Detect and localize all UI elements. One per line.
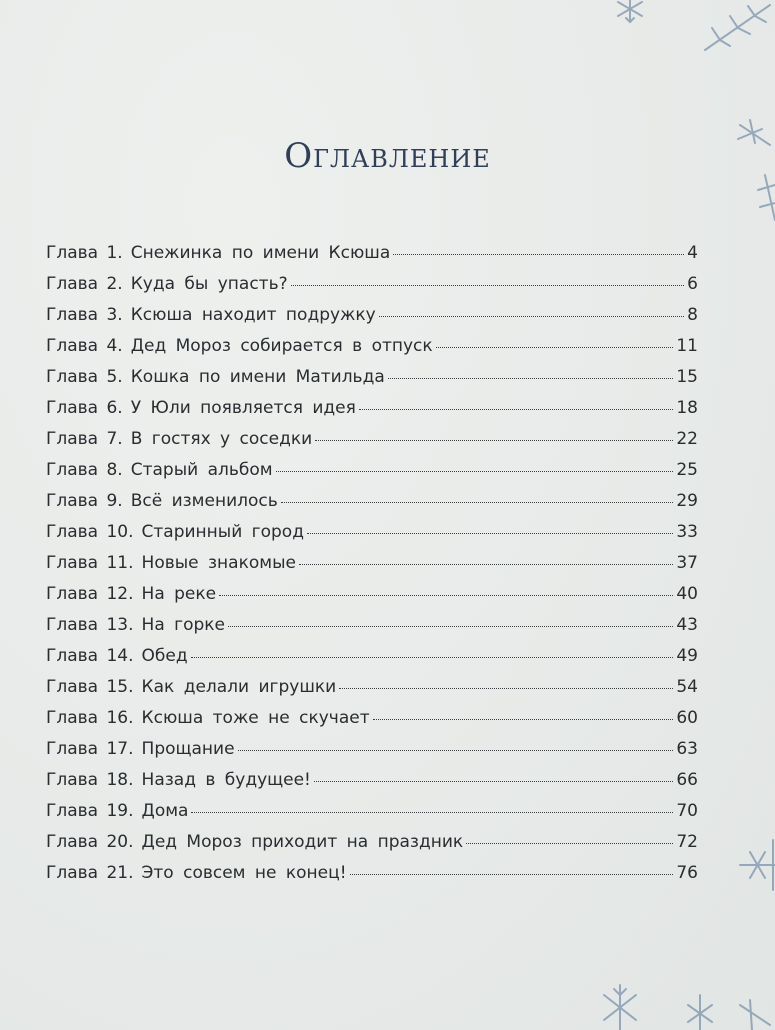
chapter-number: Глава 3. (46, 305, 123, 325)
table-of-contents (46, 243, 698, 894)
toc-entry (46, 491, 698, 522)
toc-entry (46, 305, 698, 336)
chapter-title: Старый альбом (130, 460, 273, 480)
chapter-number: Глава 16. (46, 708, 134, 728)
toc-entry (46, 336, 698, 367)
dot-leader (388, 378, 674, 379)
dot-leader (228, 626, 673, 627)
chapter-number: Глава 10. (46, 522, 134, 542)
chapter-title: Новые знакомые (141, 553, 296, 573)
toc-entry (46, 739, 698, 770)
dot-leader (350, 874, 674, 875)
toc-entry (46, 863, 698, 894)
toc-entry (46, 832, 698, 863)
chapter-title: В гостях у соседки (130, 429, 313, 449)
chapter-number: Глава 4. (46, 336, 123, 356)
chapter-title: Дома (141, 801, 189, 821)
page-number: 25 (676, 460, 698, 480)
snowflake-icon (600, 0, 660, 30)
dot-leader (339, 688, 673, 689)
dot-leader (314, 781, 673, 782)
toc-entry (46, 584, 698, 615)
chapter-number: Глава 20. (46, 832, 134, 852)
dot-leader (281, 502, 674, 503)
chapter-title: Куда бы упасть? (130, 274, 288, 294)
toc-entry (46, 460, 698, 491)
chapter-number: Глава 6. (46, 398, 123, 418)
page-number: 15 (676, 367, 698, 387)
dot-leader (436, 347, 674, 348)
page-number: 22 (676, 429, 698, 449)
toc-entry (46, 522, 698, 553)
chapter-title: Кошка по имени Матильда (130, 367, 385, 387)
chapter-title: Обед (141, 646, 188, 666)
page-number: 11 (676, 336, 698, 356)
toc-entry (46, 615, 698, 646)
dot-leader (359, 409, 674, 410)
page-number: 8 (687, 305, 698, 325)
chapter-title: Ксюша тоже не скучает (141, 708, 370, 728)
snowflake-icon (735, 830, 775, 900)
chapter-number: Глава 13. (46, 615, 134, 635)
page-number: 66 (676, 770, 698, 790)
dot-leader (191, 657, 674, 658)
chapter-number: Глава 5. (46, 367, 123, 387)
chapter-number: Глава 1. (46, 243, 123, 263)
snowflake-icon (700, 0, 775, 60)
chapter-number: Глава 14. (46, 646, 134, 666)
chapter-title: Назад в будущее! (141, 770, 311, 790)
chapter-number: Глава 17. (46, 739, 134, 759)
toc-entry (46, 770, 698, 801)
chapter-number: Глава 7. (46, 429, 123, 449)
dot-leader (238, 750, 674, 751)
page-title: Оглавление (284, 136, 491, 176)
chapter-title: Старинный город (141, 522, 304, 542)
page-number: 4 (687, 243, 698, 263)
snowflake-icon (680, 990, 775, 1030)
toc-entry (46, 367, 698, 398)
dot-leader (276, 471, 674, 472)
page-number: 29 (676, 491, 698, 511)
chapter-number: Глава 18. (46, 770, 134, 790)
chapter-title: Ксюша находит подружку (130, 305, 376, 325)
chapter-title: Всё изменилось (130, 491, 278, 511)
dot-leader (219, 595, 673, 596)
chapter-number: Глава 15. (46, 677, 134, 697)
dot-leader (466, 843, 673, 844)
toc-entry (46, 243, 698, 274)
page-number: 60 (676, 708, 698, 728)
chapter-number: Глава 11. (46, 553, 134, 573)
chapter-number: Глава 21. (46, 863, 134, 883)
chapter-title: Прощание (141, 739, 235, 759)
dot-leader (307, 533, 673, 534)
chapter-title: Дед Мороз приходит на праздник (141, 832, 464, 852)
dot-leader (315, 440, 673, 441)
toc-entry (46, 801, 698, 832)
chapter-number: Глава 2. (46, 274, 123, 294)
chapter-title: Как делали игрушки (141, 677, 337, 697)
chapter-title: Снежинка по имени Ксюша (130, 243, 391, 263)
toc-entry (46, 429, 698, 460)
page-number: 33 (676, 522, 698, 542)
chapter-title: Это совсем не конец! (141, 863, 347, 883)
chapter-title: Дед Мороз собирается в отпуск (130, 336, 433, 356)
chapter-number: Глава 12. (46, 584, 134, 604)
chapter-number: Глава 19. (46, 801, 134, 821)
toc-entry (46, 677, 698, 708)
toc-entry (46, 708, 698, 739)
chapter-title: На горке (141, 615, 225, 635)
page-number: 63 (676, 739, 698, 759)
page-number: 76 (676, 863, 698, 883)
page-number: 70 (676, 801, 698, 821)
page-number: 54 (676, 677, 698, 697)
chapter-title: На реке (141, 584, 217, 604)
page-number: 43 (676, 615, 698, 635)
snowflake-icon (590, 975, 650, 1030)
dot-leader (393, 254, 684, 255)
page-number: 72 (676, 832, 698, 852)
dot-leader (191, 812, 673, 813)
dot-leader (291, 285, 685, 286)
dot-leader (299, 564, 673, 565)
dot-leader (373, 719, 674, 720)
dot-leader (379, 316, 684, 317)
chapter-number: Глава 8. (46, 460, 123, 480)
page-number: 18 (676, 398, 698, 418)
chapter-number: Глава 9. (46, 491, 123, 511)
page-number: 6 (687, 274, 698, 294)
page-number: 37 (676, 553, 698, 573)
page-number: 49 (676, 646, 698, 666)
toc-entry (46, 398, 698, 429)
toc-entry (46, 646, 698, 677)
toc-entry (46, 553, 698, 584)
toc-entry (46, 274, 698, 305)
chapter-title: У Юли появляется идея (130, 398, 356, 418)
page-number: 40 (676, 584, 698, 604)
